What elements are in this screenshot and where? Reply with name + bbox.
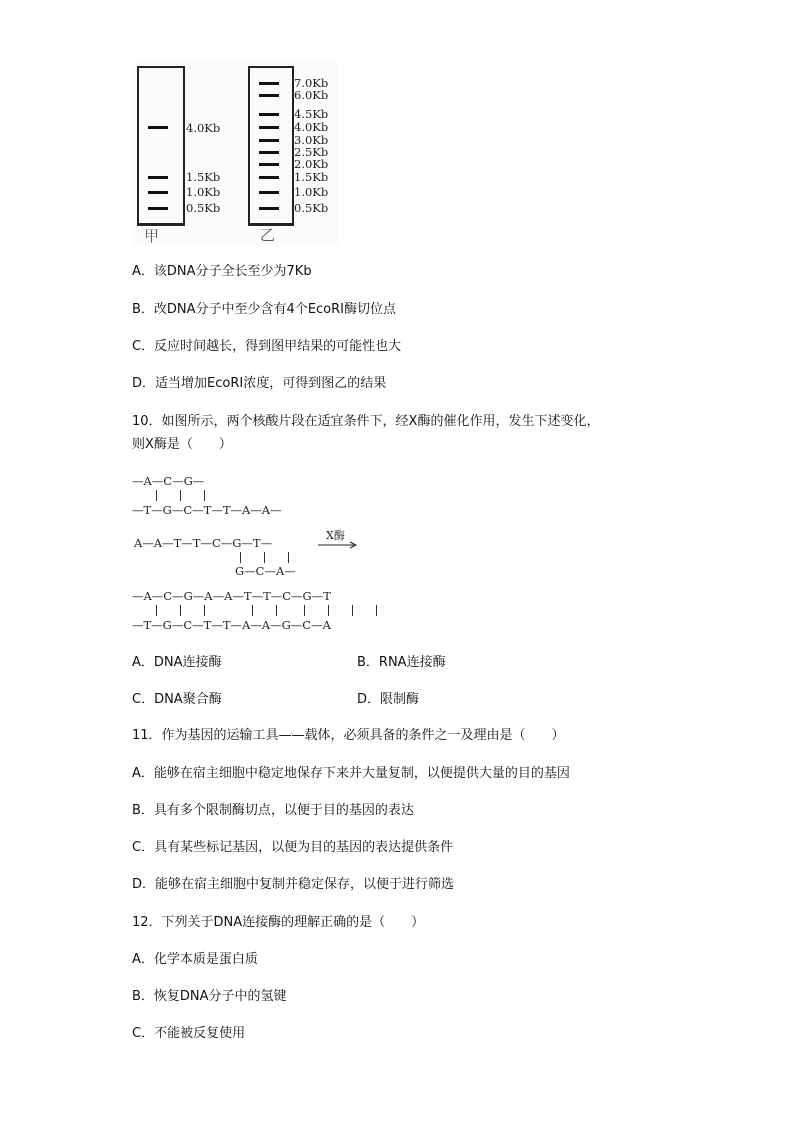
band-1.5kb-yi bbox=[259, 176, 279, 179]
q10-stem-line1: 10．如图所示，两个核酸片段在适宜条件下，经X酶的催化作用，发生下述变化， bbox=[132, 414, 600, 429]
q11-option-c: C．具有某些标记基因，以便为目的基因的表达提供条件 bbox=[132, 840, 454, 855]
band-3.0kb bbox=[259, 139, 279, 142]
bond bbox=[264, 552, 265, 563]
bond bbox=[156, 605, 157, 616]
bond bbox=[156, 490, 157, 501]
q11-stem: 11．作为基因的运输工具——载体，必须具备的条件之一及理由是（ ） bbox=[132, 728, 565, 743]
q11-option-a: A．能够在宿主细胞中稳定地保存下来并大量复制，以便提供大量的目的基因 bbox=[132, 766, 570, 781]
gel-yi-label-3: 4.0Kb bbox=[294, 120, 329, 134]
band-2.0kb bbox=[259, 163, 279, 166]
bond bbox=[352, 605, 353, 616]
bond bbox=[304, 605, 305, 616]
gel-jia-lane bbox=[137, 66, 185, 226]
band-1.0kb bbox=[148, 191, 168, 194]
band-1.5kb bbox=[148, 176, 168, 179]
reaction-arrow-icon bbox=[318, 540, 360, 550]
gel-yi-label-2: 4.5Kb bbox=[294, 107, 329, 121]
gel-jia-caption: 甲 bbox=[144, 227, 160, 245]
q9-option-c: C．反应时间越长，得到图甲结果的可能性也大 bbox=[132, 339, 402, 354]
bond bbox=[204, 490, 205, 501]
gel-yi-label-1: 6.0Kb bbox=[294, 88, 329, 102]
q11-option-d: D．能够在宿主细胞中复制并稳定保存，以便于进行筛选 bbox=[132, 877, 455, 892]
q12-option-a: A．化学本质是蛋白质 bbox=[132, 952, 258, 967]
q9-option-a: A．该DNA分子全长至少为7Kb bbox=[132, 264, 312, 279]
q10-option-b: B．RNA连接酶 bbox=[357, 655, 446, 670]
gel-yi-label-6: 2.0Kb bbox=[294, 157, 329, 171]
band-4.0kb-yi bbox=[259, 126, 279, 129]
gel-jia-label-2: 1.0Kb bbox=[186, 185, 221, 199]
band-1.0kb-yi bbox=[259, 191, 279, 194]
band-6.0kb bbox=[259, 94, 279, 97]
bond bbox=[240, 552, 241, 563]
diagram-row6: —T—G—C—T—T—A—A—G—C—A bbox=[132, 618, 331, 632]
diagram-row5: —A—C—G—A—A—T—T—C—G—T bbox=[132, 589, 331, 603]
bond bbox=[376, 605, 377, 616]
q10-option-c: C．DNA聚合酶 bbox=[132, 692, 222, 707]
q11-option-b: B．具有多个限制酶切点，以便于目的基因的表达 bbox=[132, 803, 414, 818]
bond bbox=[180, 605, 181, 616]
q10-option-a: A．DNA连接酶 bbox=[132, 655, 222, 670]
q12-option-c: C．不能被反复使用 bbox=[132, 1026, 246, 1041]
nucleic-acid-diagram bbox=[132, 470, 412, 640]
q9-option-d: D．适当增加EcoRⅠ浓度，可得到图乙的结果 bbox=[132, 376, 387, 391]
bond bbox=[328, 605, 329, 616]
q12-option-b: B．恢复DNA分子中的氢键 bbox=[132, 989, 287, 1004]
band-7.0kb bbox=[259, 82, 279, 85]
band-0.5kb-yi bbox=[259, 207, 279, 210]
x-enzyme-label: X酶 bbox=[326, 529, 345, 542]
gel-yi-label-9: 0.5Kb bbox=[294, 201, 329, 215]
band-4.0kb bbox=[148, 126, 168, 129]
diagram-row4: G—C—A— bbox=[235, 564, 296, 578]
diagram-row2: —T—G—C—T—T—A—A— bbox=[132, 503, 282, 517]
q10-stem-line2: 则X酶是（ ） bbox=[132, 437, 232, 452]
bond bbox=[276, 605, 277, 616]
gel-jia-label-3: 0.5Kb bbox=[186, 201, 221, 215]
diagram-row1: —A—C—G— bbox=[132, 474, 205, 488]
gel-yi-label-0: 7.0Kb bbox=[294, 76, 329, 90]
bond bbox=[288, 552, 289, 563]
gel-yi-caption: 乙 bbox=[260, 226, 276, 244]
bond bbox=[252, 605, 253, 616]
gel-yi-label-5: 2.5Kb bbox=[294, 145, 329, 159]
gel-jia-label-0: 4.0Kb bbox=[186, 121, 221, 135]
q10-option-d: D．限制酶 bbox=[357, 692, 420, 707]
q9-option-b: B．改DNA分子中至少含有4个EcoRⅠ酶切位点 bbox=[132, 302, 396, 317]
band-4.5kb bbox=[259, 113, 279, 116]
bond bbox=[204, 605, 205, 616]
gel-yi-label-7: 1.5Kb bbox=[294, 170, 329, 184]
q12-stem: 12．下列关于DNA连接酶的理解正确的是（ ） bbox=[132, 915, 425, 930]
gel-yi-label-8: 1.0Kb bbox=[294, 185, 329, 199]
diagram-row3: A—A—T—T—C—G—T— bbox=[134, 536, 273, 550]
gel-jia-label-1: 1.5Kb bbox=[186, 170, 221, 184]
gel-yi-lane bbox=[248, 66, 294, 226]
gel-figure bbox=[132, 62, 338, 246]
bond bbox=[180, 490, 181, 501]
gel-yi-label-4: 3.0Kb bbox=[294, 133, 329, 147]
band-0.5kb bbox=[148, 207, 168, 210]
band-2.5kb bbox=[259, 151, 279, 154]
